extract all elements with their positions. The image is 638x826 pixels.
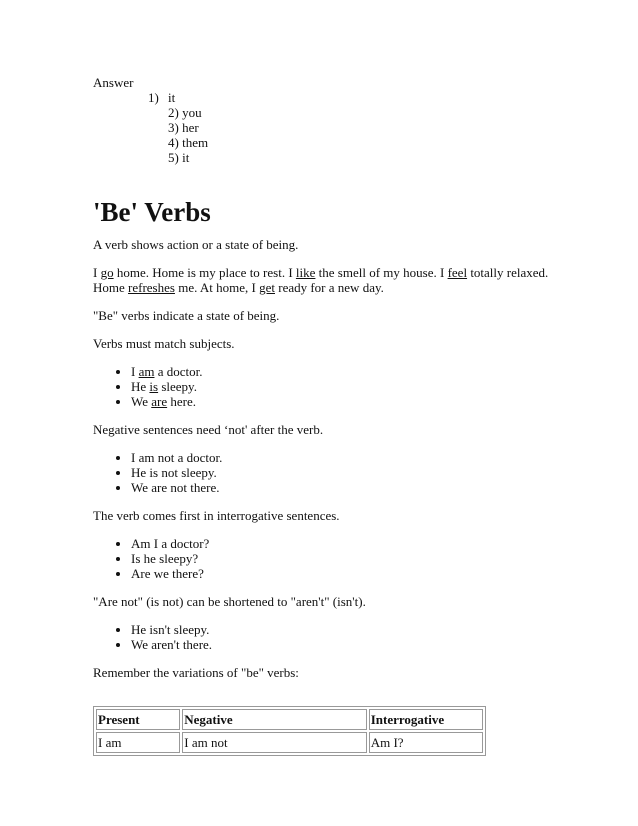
example-verb: like [295, 265, 316, 280]
list-text: here. [167, 394, 196, 409]
list-item [131, 364, 553, 379]
table-cell: I am [96, 732, 180, 753]
negative-list [93, 450, 553, 495]
example-text: ready for a new day. [274, 280, 384, 295]
table-cell: Am I? [369, 732, 483, 753]
list-item: • I am not a doctor. [131, 450, 553, 465]
list-item: • Is he sleepy? [131, 551, 553, 566]
list-text: He [131, 379, 150, 394]
answer-list [93, 90, 553, 165]
be-verb: am [138, 364, 155, 379]
answer-number: 5) [168, 150, 179, 165]
answer-text: her [182, 120, 199, 135]
example-verb: refreshes [128, 280, 175, 295]
match-paragraph: Verbs must match subjects. [93, 336, 235, 351]
list-item: • We aren't there. [131, 637, 553, 652]
answer-label: Answer [93, 75, 134, 90]
contraction-list [93, 622, 553, 652]
example-text: the smell of my house. I [315, 265, 448, 280]
list-text: I [131, 364, 139, 379]
state-paragraph: "Be" verbs indicate a state of being. [93, 308, 280, 323]
answer-number: 3) [168, 120, 179, 135]
example-paragraph [93, 265, 553, 295]
answer-item [93, 90, 553, 105]
list-text: sleepy. [158, 379, 197, 394]
list-item [131, 379, 553, 394]
intro-paragraph: A verb shows action or a state of being. [93, 237, 299, 252]
example-verb: go [100, 265, 114, 280]
list-text: We [131, 394, 152, 409]
answer-text: it [168, 90, 176, 105]
example-text: totally relaxed. Home [93, 265, 549, 295]
table-header: Negative [182, 709, 366, 730]
list-text: a doctor. [154, 364, 203, 379]
list-item: • He is not sleepy. [131, 465, 553, 480]
be-verb: is [149, 379, 159, 394]
interrogative-paragraph: The verb comes first in interrogative sentences. [93, 508, 340, 523]
list-item [131, 394, 553, 409]
page-title: 'Be' Verbs [93, 197, 211, 227]
table-header: Present [96, 709, 180, 730]
be-verbs-table [93, 706, 486, 756]
list-item: • He isn't sleepy. [131, 622, 553, 637]
table-cell: I am not [182, 732, 366, 753]
table-header: Interrogative [369, 709, 483, 730]
table-row [96, 732, 483, 753]
document-page [93, 75, 553, 756]
answer-item [93, 120, 553, 135]
answer-text: you [182, 105, 202, 120]
example-text: me. At home, I [174, 280, 260, 295]
be-verb: are [151, 394, 168, 409]
contraction-paragraph: "Are not" (is not) can be shortened to "aren't" (isn't). [93, 594, 366, 609]
example-text: home. Home is my place to rest. I [113, 265, 296, 280]
answer-item [93, 135, 553, 150]
example-text: I [93, 265, 101, 280]
answer-item [93, 105, 553, 120]
example-verb: get [259, 280, 275, 295]
interrogative-list [93, 536, 553, 581]
match-list [93, 364, 553, 409]
list-item: • Am I a doctor? [131, 536, 553, 551]
answer-text: it [182, 150, 190, 165]
answer-section [93, 75, 553, 165]
answer-number: 2) [168, 105, 179, 120]
answer-item [93, 150, 553, 165]
answer-text: them [182, 135, 209, 150]
list-item: • Are we there? [131, 566, 553, 581]
negative-paragraph: Negative sentences need ‘not' after the verb. [93, 422, 324, 437]
answer-number: 4) [168, 135, 179, 150]
remember-paragraph: Remember the variations of "be" verbs: [93, 665, 299, 680]
example-verb: feel [447, 265, 468, 280]
list-item: • We are not there. [131, 480, 553, 495]
answer-number: 1) [148, 90, 159, 105]
table-header-row [96, 709, 483, 730]
